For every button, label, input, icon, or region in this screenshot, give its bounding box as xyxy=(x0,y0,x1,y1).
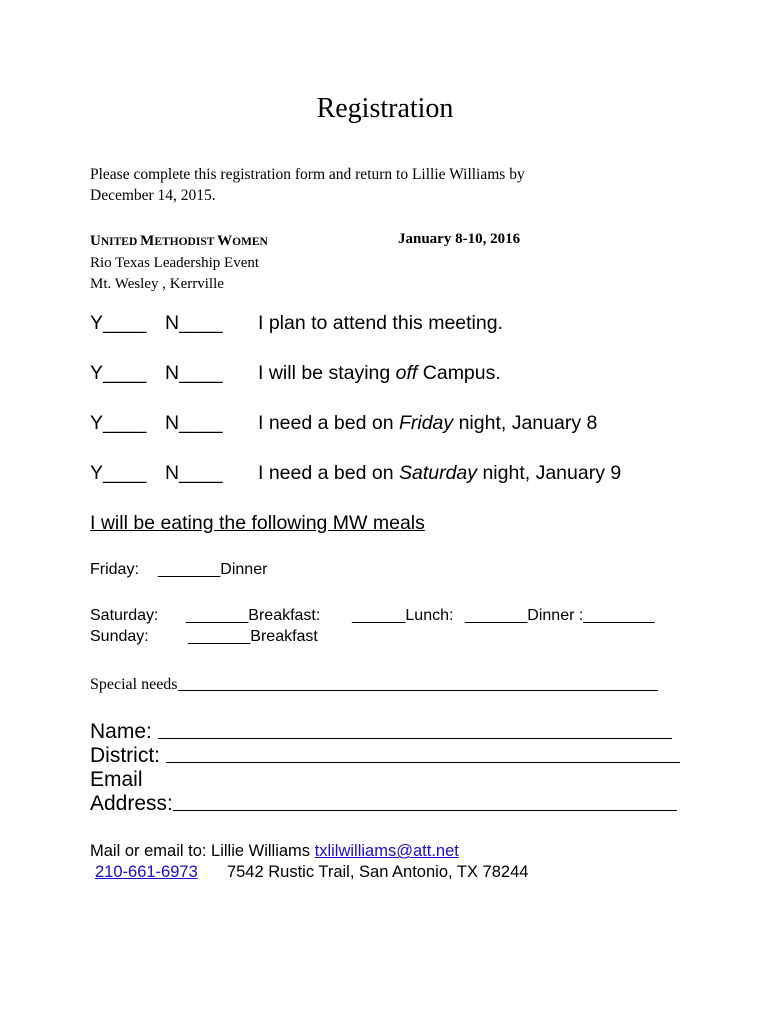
event-date: January 8-10, 2016 xyxy=(398,231,521,247)
special-needs-label: Special needs xyxy=(90,676,178,693)
saturday-breakfast-blank[interactable]: _______Breakfast: xyxy=(186,607,321,624)
no-blank[interactable]: N____ xyxy=(165,362,223,384)
question-text: I will be staying off Campus. xyxy=(258,362,501,384)
address-blank[interactable] xyxy=(173,792,677,811)
meal-line-saturday xyxy=(90,607,690,627)
meal-line-sunday xyxy=(90,628,690,648)
organization-block xyxy=(90,231,268,295)
sunday-label: Sunday: xyxy=(90,628,149,645)
question-text: I plan to attend this meeting. xyxy=(258,312,503,334)
name-blank[interactable] xyxy=(158,720,672,739)
intro-text xyxy=(90,164,525,206)
intro-line-2: December 14, 2015. xyxy=(90,187,216,204)
district-blank[interactable] xyxy=(166,744,680,763)
page-title: Registration xyxy=(316,93,454,124)
saturday-lunch-blank[interactable]: ______Lunch: xyxy=(352,607,454,624)
intro-line-1: Please complete this registration form and return to Lillie Williams by xyxy=(90,166,525,183)
saturday-label: Saturday: xyxy=(90,607,159,624)
meal-line-friday xyxy=(90,561,690,581)
yes-blank[interactable]: Y____ xyxy=(90,462,147,484)
yes-blank[interactable]: Y____ xyxy=(90,412,147,434)
organization-name xyxy=(90,231,268,253)
yes-blank[interactable]: Y____ xyxy=(90,362,147,384)
friday-dinner-blank[interactable]: _______Dinner xyxy=(158,561,268,578)
event-name: Rio Texas Leadership Event xyxy=(90,255,260,271)
email-line xyxy=(90,768,143,792)
yes-blank[interactable]: Y____ xyxy=(90,312,147,334)
district-label: District: xyxy=(90,744,160,767)
phone-link[interactable]: 210-661-6973 xyxy=(95,863,198,881)
org-word-united: NITED xyxy=(100,236,141,248)
address-line xyxy=(90,792,677,816)
no-blank[interactable]: N____ xyxy=(165,462,223,484)
event-location: Mt. Wesley , Kerrville xyxy=(90,276,224,292)
org-initial-w: W xyxy=(217,233,233,249)
mail-text: Mail or email to: Lillie Williams xyxy=(90,842,315,860)
district-line xyxy=(90,744,680,768)
meals-heading: I will be eating the following MW meals xyxy=(90,512,425,534)
name-label: Name: xyxy=(90,720,152,743)
no-blank[interactable]: N____ xyxy=(165,312,223,334)
org-word-women: OMEN xyxy=(232,236,268,248)
email-link[interactable]: txlilwilliams@att.net xyxy=(314,842,459,860)
org-initial-u: U xyxy=(90,233,101,249)
special-needs-line xyxy=(90,674,658,694)
question-text: I need a bed on Saturday night, January 9 xyxy=(258,462,622,484)
email-label: Email xyxy=(90,768,143,791)
no-blank[interactable]: N____ xyxy=(165,412,223,434)
org-word-methodist: ETHODIST xyxy=(154,236,218,248)
address-label: Address: xyxy=(90,792,173,815)
special-needs-blank[interactable] xyxy=(178,674,658,691)
mailing-address: 7542 Rustic Trail, San Antonio, TX 78244 xyxy=(226,863,529,881)
friday-label: Friday: xyxy=(90,561,139,578)
org-initial-m: M xyxy=(140,233,155,249)
saturday-dinner-blank[interactable]: _______Dinner :________ xyxy=(465,607,655,624)
mail-instructions xyxy=(90,842,459,861)
contact-address-line xyxy=(95,863,528,882)
sunday-breakfast-blank[interactable]: _______Breakfast xyxy=(188,628,318,645)
question-text: I need a bed on Friday night, January 8 xyxy=(258,412,598,434)
name-line xyxy=(90,720,672,744)
